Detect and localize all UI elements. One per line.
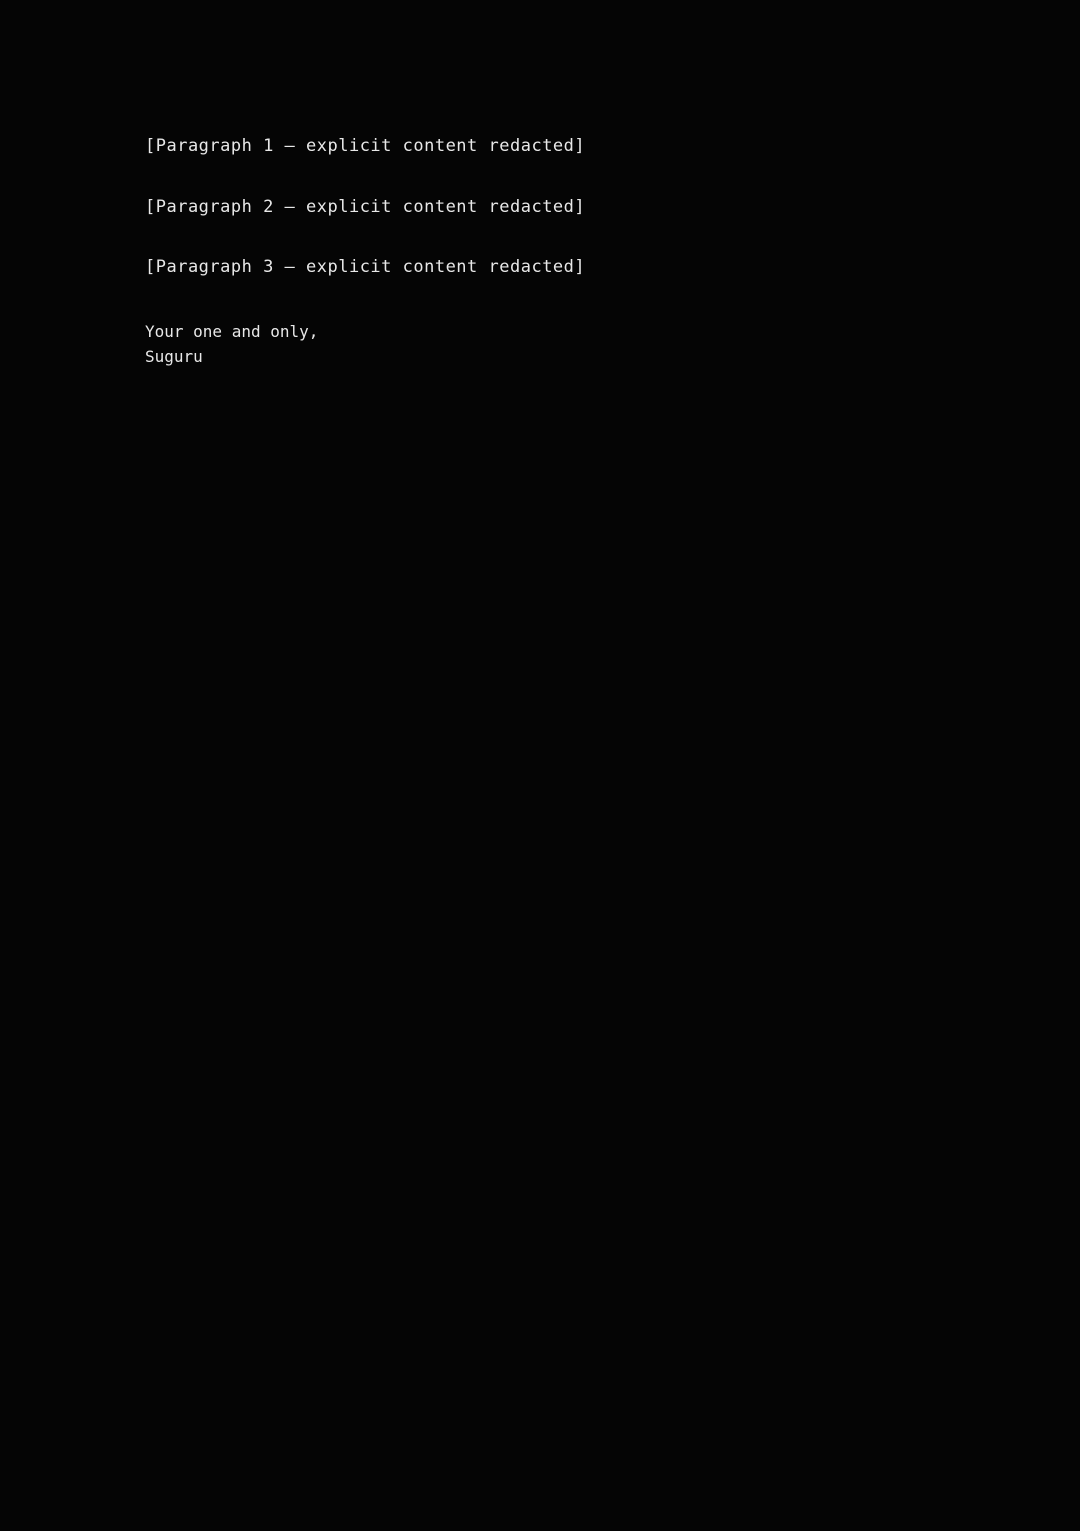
letter-paragraph: [Paragraph 2 — explicit content redacted] <box>145 196 586 217</box>
signoff-line: Your one and only, <box>145 321 319 341</box>
letter-paragraph: [Paragraph 1 — explicit content redacted] <box>145 136 586 156</box>
signoff-line: Suguru <box>145 346 203 366</box>
letter-paragraph: [Paragraph 3 — explicit content redacted] <box>145 257 586 278</box>
letter-signoff <box>145 322 935 366</box>
